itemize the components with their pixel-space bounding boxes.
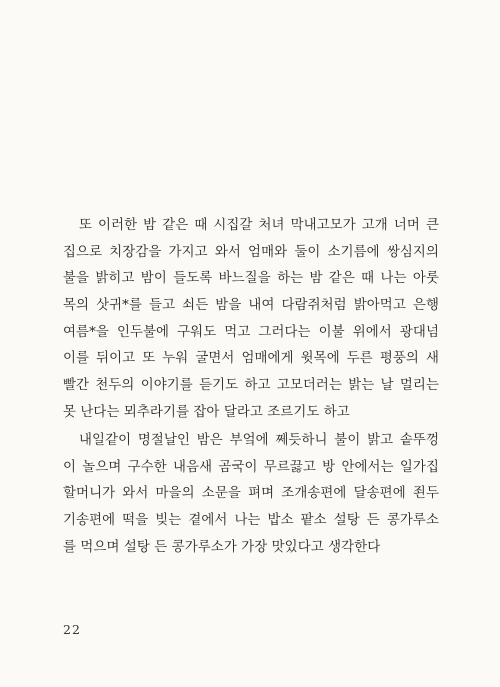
paragraph-1 (63, 213, 439, 427)
text-line: 집으로 치장감을 가지고 와서 엄매와 둘이 소기름에 쌍심지의 (63, 244, 439, 260)
text-line: 여름*을 인두불에 구워도 먹고 그러다는 이불 위에서 광대넘 (63, 324, 439, 340)
text-line: 기송편에 떡을 빚는 곁에서 나는 밥소 팥소 설탕 든 콩가루소 (63, 513, 439, 529)
text-line: 목의 삿귀*를 들고 쇠든 밤을 내여 다람쥐처럼 밝아먹고 은행 (63, 298, 439, 314)
text-line: 를 먹으며 설탕 든 콩가루소가 가장 맛있다고 생각한다 (63, 539, 381, 555)
text-line: 못 난다는 뫼추라기를 잡아 달라고 조르기도 하고 (63, 404, 350, 420)
text-line: 이를 뒤이고 또 누워 굴면서 엄매에게 윗목에 두른 평풍의 새 (63, 351, 439, 367)
page-number: 22 (63, 622, 81, 637)
paragraph-2 (63, 428, 439, 561)
text-line: 빨간 천두의 이야기를 듣기도 하고 고모더러는 밝는 날 멀리는 (63, 378, 439, 394)
text-line: 내일같이 명절날인 밤은 부엌에 쩨듯하니 불이 밝고 솥뚜껑 (79, 433, 439, 448)
text-line: 또 이러한 밤 같은 때 시집갈 처녀 막내고모가 고개 너머 큰 (79, 218, 439, 233)
text-line: 할머니가 와서 마을의 소문을 펴며 조개송편에 달송편에 죈두 (63, 486, 439, 502)
text-line: 불을 밝히고 밤이 들도록 바느질을 하는 밤 같은 때 나는 아룻 (63, 271, 439, 287)
text-line: 이 놀으며 구수한 내음새 곰국이 무르끓고 방 안에서는 일가집 (63, 459, 439, 475)
